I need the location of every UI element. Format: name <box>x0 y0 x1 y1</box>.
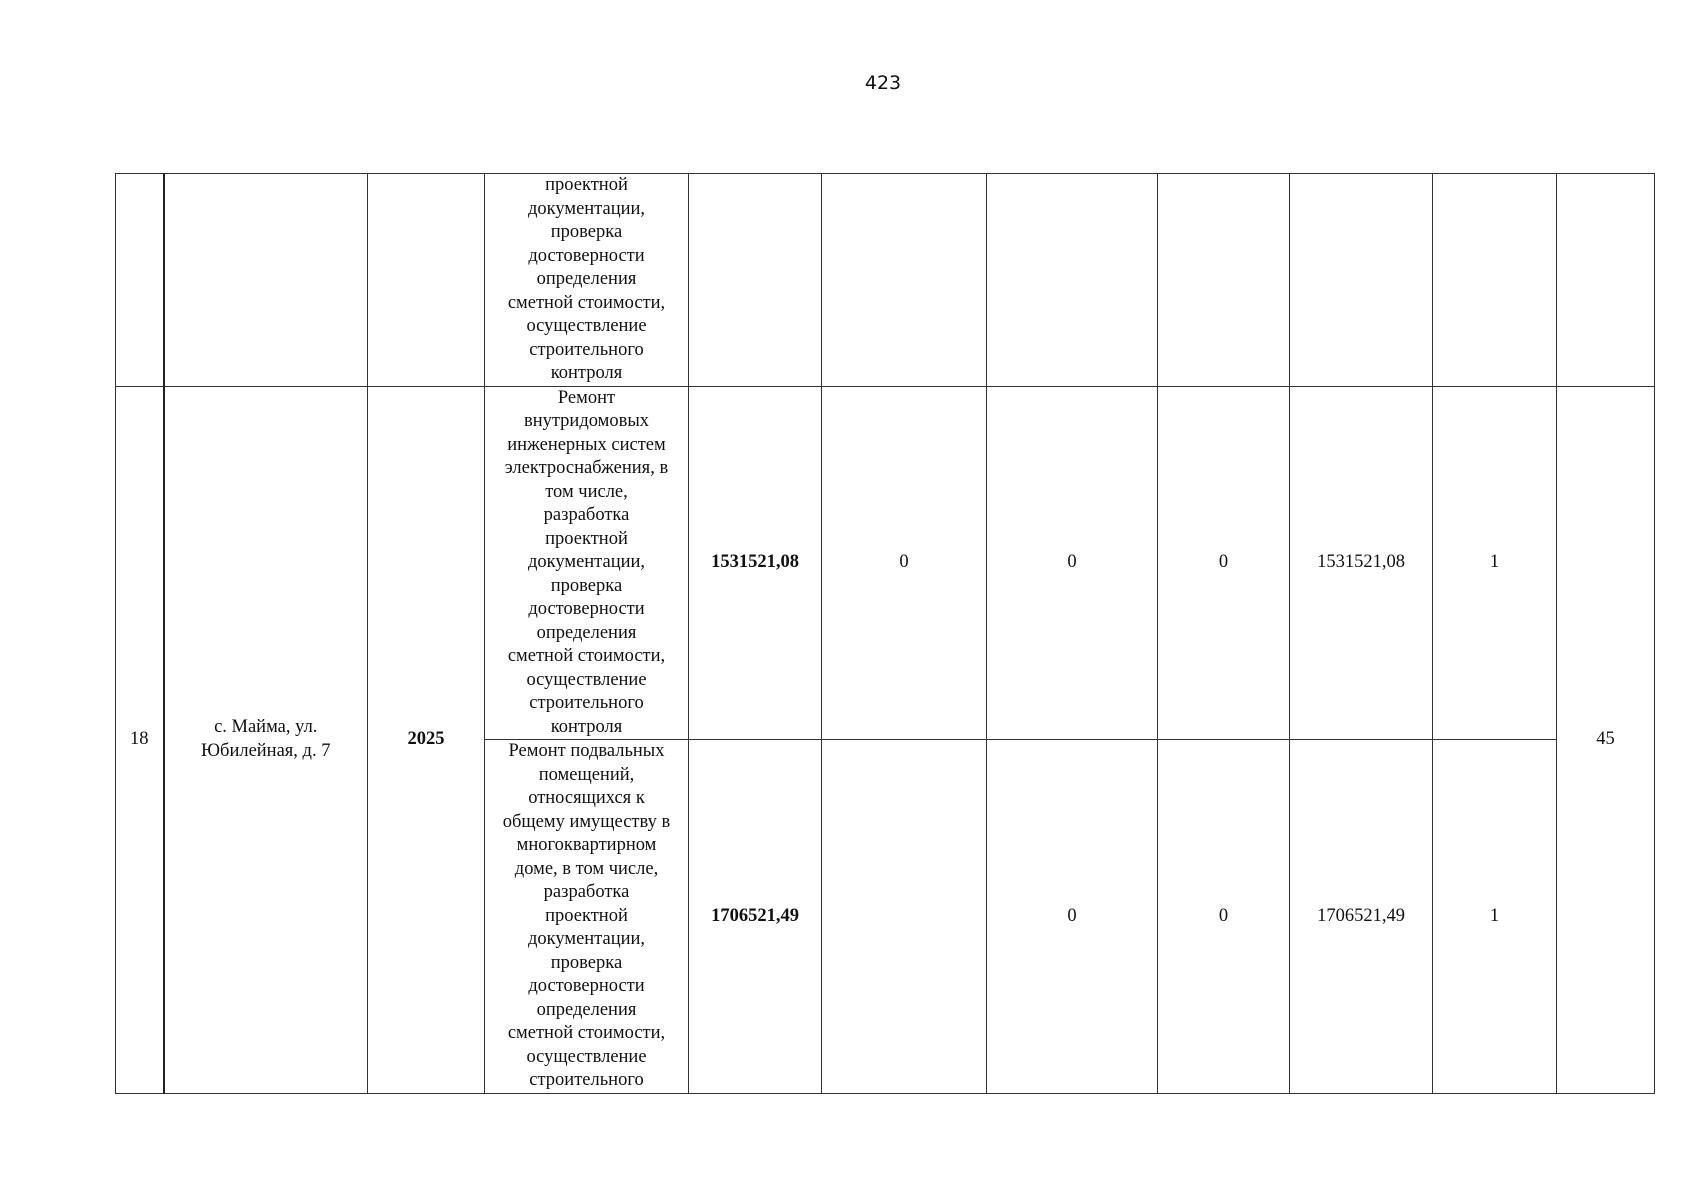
cell-count: 1 <box>1433 386 1557 740</box>
cell-work-description-continued <box>485 174 689 387</box>
cell-empty <box>1433 174 1557 387</box>
table-row-continued <box>116 174 1655 387</box>
cell-row-number: 18 <box>116 386 164 1093</box>
cell-value: 0 <box>1158 386 1290 740</box>
cell-address: с. Майма, ул. Юбилейная, д. 7 <box>164 386 368 1093</box>
table-row-18-work-1 <box>116 386 1655 740</box>
cell-address-empty <box>164 174 368 387</box>
cell-cost: 1531521,08 <box>689 386 822 740</box>
description-text: проектной документации, проверка достоверности определения сметной стоимости, осуществление строительного контроля <box>507 175 666 383</box>
cell-work-description: Ремонт подвальных помещений, относящихся к общему имуществу в многоквартирном доме, в том числе, разработка проектной документации, проверка достоверности определения сметной стоимости, осуществление строительного <box>485 740 689 1094</box>
repair-program-table <box>115 173 1655 1094</box>
cell-value: 0 <box>987 740 1158 1094</box>
cell-value <box>822 740 987 1094</box>
cell-amount: 1531521,08 <box>1290 386 1433 740</box>
cell-cost: 1706521,49 <box>689 740 822 1094</box>
cell-year: 2025 <box>368 386 485 1093</box>
cell-total: 45 <box>1557 386 1655 1093</box>
cell-number-empty <box>116 174 164 387</box>
cell-value: 0 <box>822 386 987 740</box>
cell-amount: 1706521,49 <box>1290 740 1433 1094</box>
cell-value: 0 <box>1158 740 1290 1094</box>
cell-empty <box>987 174 1158 387</box>
cell-empty <box>822 174 987 387</box>
cell-count: 1 <box>1433 740 1557 1094</box>
cell-empty <box>1557 174 1655 387</box>
page-number: 423 <box>864 72 902 94</box>
cell-empty <box>1290 174 1433 387</box>
cell-work-description: Ремонт внутридомовых инженерных систем электроснабжения, в том числе, разработка проектной документации, проверка достоверности определения сметной стоимости, осуществление строительного контроля <box>485 386 689 740</box>
cell-value: 0 <box>987 386 1158 740</box>
cell-year-empty <box>368 174 485 387</box>
cell-empty <box>1158 174 1290 387</box>
cell-empty <box>689 174 822 387</box>
